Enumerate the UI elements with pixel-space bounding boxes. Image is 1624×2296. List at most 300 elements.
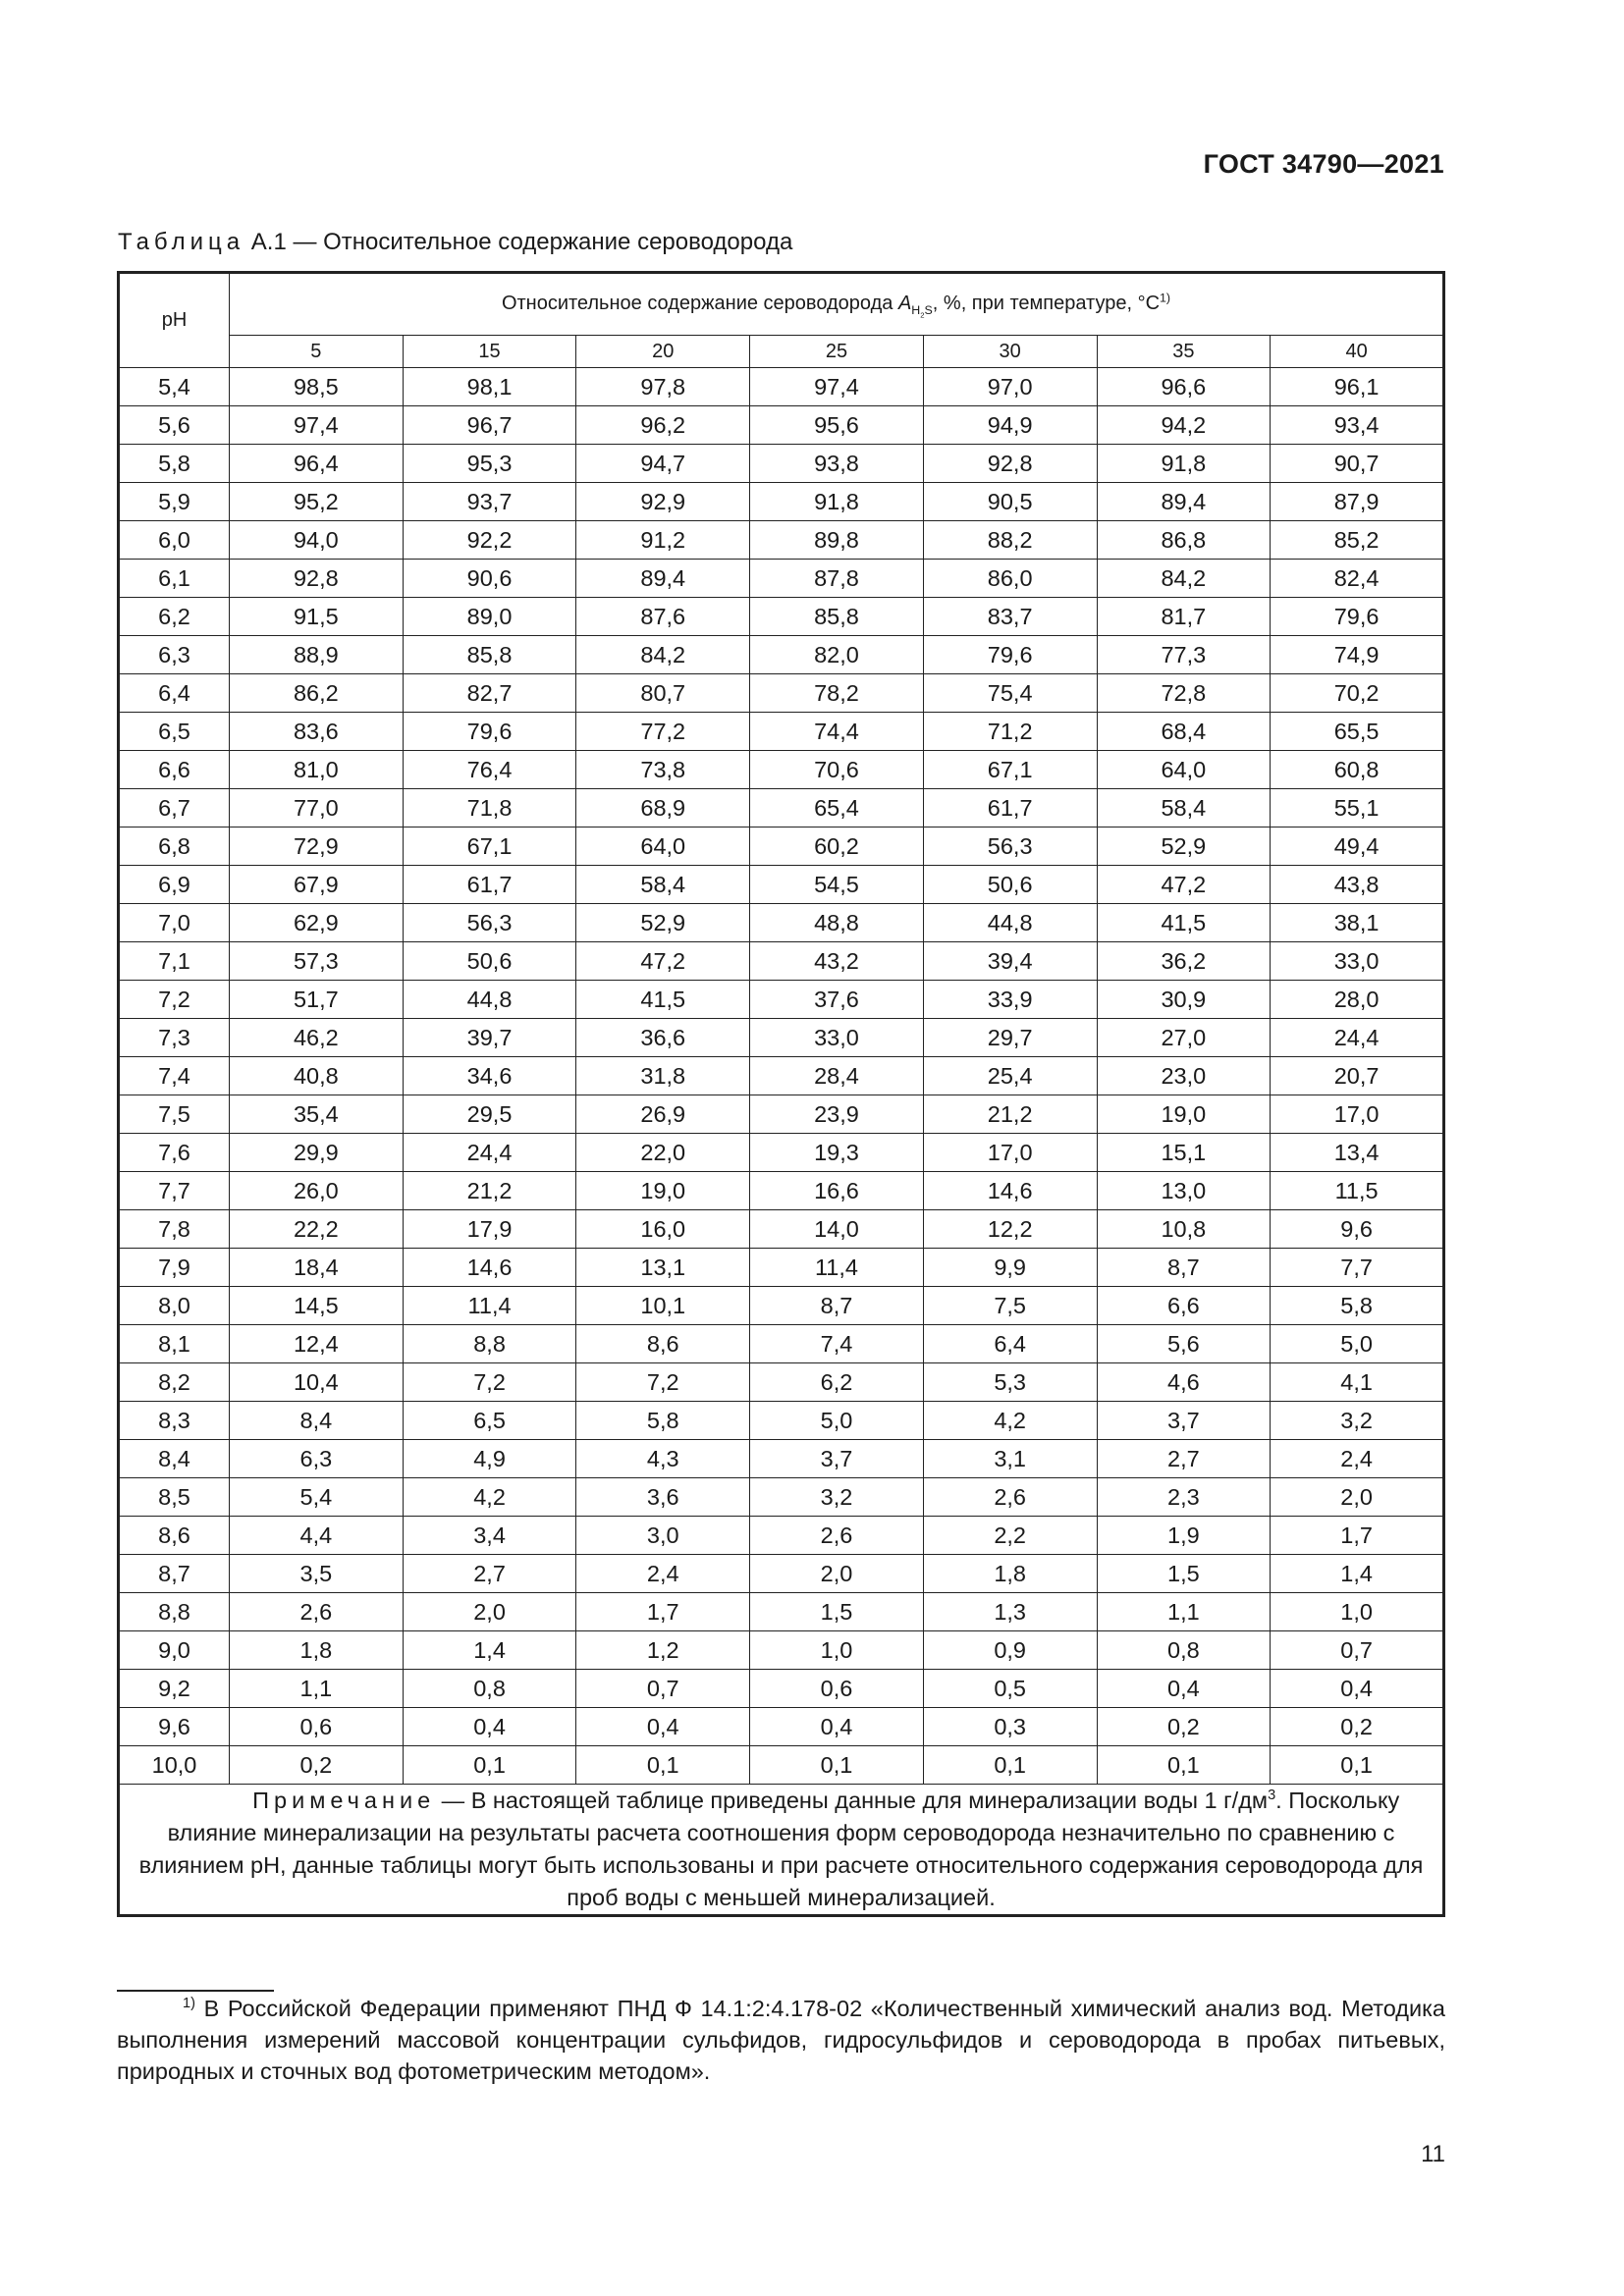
- table-row: [119, 636, 1444, 674]
- value-cell: 67,9: [230, 866, 404, 904]
- value-cell: 72,8: [1097, 674, 1271, 713]
- ph-cell: 6,5: [119, 713, 230, 751]
- value-cell: 5,3: [923, 1363, 1097, 1402]
- value-cell: 0,7: [576, 1670, 750, 1708]
- value-cell: 77,2: [576, 713, 750, 751]
- value-cell: 91,2: [576, 521, 750, 560]
- value-cell: 79,6: [403, 713, 576, 751]
- value-cell: 70,2: [1271, 674, 1444, 713]
- value-cell: 96,7: [403, 406, 576, 445]
- value-cell: 31,8: [576, 1057, 750, 1095]
- value-cell: 91,8: [750, 483, 924, 521]
- value-cell: 83,7: [923, 598, 1097, 636]
- value-cell: 90,7: [1271, 445, 1444, 483]
- value-cell: 8,4: [230, 1402, 404, 1440]
- table-row: [119, 751, 1444, 789]
- value-cell: 96,2: [576, 406, 750, 445]
- value-cell: 65,5: [1271, 713, 1444, 751]
- value-cell: 80,7: [576, 674, 750, 713]
- table-row: [119, 1402, 1444, 1440]
- value-cell: 2,4: [1271, 1440, 1444, 1478]
- value-cell: 93,8: [750, 445, 924, 483]
- temperature-header-cell: 40: [1271, 336, 1444, 368]
- ph-cell: 9,2: [119, 1670, 230, 1708]
- standard-code: ГОСТ 34790—2021: [1203, 149, 1444, 179]
- value-cell: 22,0: [576, 1134, 750, 1172]
- caption-text: А.1 — Относительное содержание сероводорода: [250, 229, 793, 255]
- ph-cell: 5,4: [119, 368, 230, 406]
- value-cell: 43,2: [750, 942, 924, 981]
- value-cell: 95,2: [230, 483, 404, 521]
- value-cell: 2,6: [750, 1517, 924, 1555]
- value-cell: 0,5: [923, 1670, 1097, 1708]
- temperature-header-cell: 15: [403, 336, 576, 368]
- value-cell: 56,3: [923, 828, 1097, 866]
- value-cell: 8,6: [576, 1325, 750, 1363]
- ph-cell: 7,6: [119, 1134, 230, 1172]
- value-cell: 43,8: [1271, 866, 1444, 904]
- table-row: [119, 483, 1444, 521]
- value-cell: 47,2: [1097, 866, 1271, 904]
- value-cell: 4,6: [1097, 1363, 1271, 1402]
- value-cell: 0,4: [750, 1708, 924, 1746]
- value-cell: 14,0: [750, 1210, 924, 1249]
- value-cell: 27,0: [1097, 1019, 1271, 1057]
- value-cell: 82,7: [403, 674, 576, 713]
- value-cell: 17,9: [403, 1210, 576, 1249]
- value-cell: 92,8: [923, 445, 1097, 483]
- footnote: [117, 1993, 1445, 2087]
- table-caption: [118, 229, 792, 256]
- value-cell: 86,0: [923, 560, 1097, 598]
- value-cell: 85,8: [403, 636, 576, 674]
- value-cell: 94,9: [923, 406, 1097, 445]
- value-cell: 74,9: [1271, 636, 1444, 674]
- value-cell: 29,5: [403, 1095, 576, 1134]
- value-cell: 5,0: [750, 1402, 924, 1440]
- value-cell: 82,4: [1271, 560, 1444, 598]
- value-cell: 57,3: [230, 942, 404, 981]
- value-cell: 92,2: [403, 521, 576, 560]
- value-cell: 3,4: [403, 1517, 576, 1555]
- value-cell: 91,8: [1097, 445, 1271, 483]
- value-cell: 12,4: [230, 1325, 404, 1363]
- value-cell: 1,5: [1097, 1555, 1271, 1593]
- ph-cell: 7,3: [119, 1019, 230, 1057]
- value-cell: 67,1: [923, 751, 1097, 789]
- footnote-text: В Российской Федерации применяют ПНД Ф 14.1:2:4.178-02 «Количественный химический анализ вод. Методика выполнения измерений массовой концентрации сульфидов, гидросульфидов и сероводорода в пробах питьевых, природных и сточных вод фотометрическим методом».: [117, 1996, 1445, 2084]
- value-cell: 39,7: [403, 1019, 576, 1057]
- value-cell: 36,2: [1097, 942, 1271, 981]
- ph-cell: 7,0: [119, 904, 230, 942]
- table-row: [119, 598, 1444, 636]
- ph-cell: 7,4: [119, 1057, 230, 1095]
- table-row: [119, 713, 1444, 751]
- value-cell: 87,6: [576, 598, 750, 636]
- footnote-marker: 1): [183, 1996, 195, 2012]
- value-cell: 0,1: [750, 1746, 924, 1785]
- value-cell: 0,4: [1097, 1670, 1271, 1708]
- value-cell: 1,4: [1271, 1555, 1444, 1593]
- ph-cell: 7,8: [119, 1210, 230, 1249]
- value-cell: 9,6: [1271, 1210, 1444, 1249]
- caption-prefix: Таблица: [118, 229, 245, 255]
- value-cell: 95,6: [750, 406, 924, 445]
- value-cell: 1,0: [750, 1631, 924, 1670]
- value-cell: 96,4: [230, 445, 404, 483]
- value-cell: 2,3: [1097, 1478, 1271, 1517]
- ph-cell: 8,5: [119, 1478, 230, 1517]
- value-cell: 4,4: [230, 1517, 404, 1555]
- value-cell: 86,2: [230, 674, 404, 713]
- value-cell: 85,2: [1271, 521, 1444, 560]
- value-cell: 6,3: [230, 1440, 404, 1478]
- value-cell: 72,9: [230, 828, 404, 866]
- ph-column-header: pH: [119, 273, 230, 368]
- value-cell: 2,7: [1097, 1440, 1271, 1478]
- value-cell: 83,6: [230, 713, 404, 751]
- ph-cell: 8,4: [119, 1440, 230, 1478]
- value-cell: 7,7: [1271, 1249, 1444, 1287]
- value-cell: 77,0: [230, 789, 404, 828]
- ph-cell: 9,6: [119, 1708, 230, 1746]
- table-row: [119, 406, 1444, 445]
- value-cell: 56,3: [403, 904, 576, 942]
- value-cell: 58,4: [576, 866, 750, 904]
- value-cell: 44,8: [403, 981, 576, 1019]
- value-cell: 13,4: [1271, 1134, 1444, 1172]
- value-cell: 0,8: [403, 1670, 576, 1708]
- table-row: [119, 1019, 1444, 1057]
- value-cell: 87,9: [1271, 483, 1444, 521]
- table-row: [119, 1363, 1444, 1402]
- value-cell: 44,8: [923, 904, 1097, 942]
- value-cell: 18,4: [230, 1249, 404, 1287]
- table-row: [119, 1249, 1444, 1287]
- value-cell: 19,0: [1097, 1095, 1271, 1134]
- value-cell: 2,2: [923, 1517, 1097, 1555]
- value-cell: 41,5: [1097, 904, 1271, 942]
- value-cell: 89,4: [1097, 483, 1271, 521]
- value-cell: 23,9: [750, 1095, 924, 1134]
- value-cell: 0,9: [923, 1631, 1097, 1670]
- value-cell: 0,2: [1271, 1708, 1444, 1746]
- value-cell: 0,2: [1097, 1708, 1271, 1746]
- value-cell: 7,2: [403, 1363, 576, 1402]
- value-cell: 0,6: [750, 1670, 924, 1708]
- value-cell: 40,8: [230, 1057, 404, 1095]
- value-cell: 29,7: [923, 1019, 1097, 1057]
- value-cell: 93,7: [403, 483, 576, 521]
- value-cell: 50,6: [403, 942, 576, 981]
- value-cell: 93,4: [1271, 406, 1444, 445]
- value-cell: 11,4: [750, 1249, 924, 1287]
- value-cell: 28,0: [1271, 981, 1444, 1019]
- table-row: [119, 560, 1444, 598]
- value-cell: 4,2: [403, 1478, 576, 1517]
- value-cell: 61,7: [403, 866, 576, 904]
- value-cell: 5,6: [1097, 1325, 1271, 1363]
- value-cell: 1,5: [750, 1593, 924, 1631]
- footnote-divider: [117, 1990, 274, 1992]
- value-cell: 7,5: [923, 1287, 1097, 1325]
- ph-cell: 6,3: [119, 636, 230, 674]
- value-cell: 26,0: [230, 1172, 404, 1210]
- ph-cell: 8,0: [119, 1287, 230, 1325]
- value-cell: 79,6: [1271, 598, 1444, 636]
- temperature-header-cell: 20: [576, 336, 750, 368]
- ph-cell: 7,1: [119, 942, 230, 981]
- value-cell: 71,2: [923, 713, 1097, 751]
- temperature-group-header: [230, 273, 1444, 336]
- value-cell: 62,9: [230, 904, 404, 942]
- value-cell: 16,0: [576, 1210, 750, 1249]
- temperature-header-cell: 35: [1097, 336, 1271, 368]
- value-cell: 91,5: [230, 598, 404, 636]
- value-cell: 21,2: [923, 1095, 1097, 1134]
- value-cell: 50,6: [923, 866, 1097, 904]
- value-cell: 23,0: [1097, 1057, 1271, 1095]
- value-cell: 1,4: [403, 1631, 576, 1670]
- value-cell: 1,1: [1097, 1593, 1271, 1631]
- value-cell: 9,9: [923, 1249, 1097, 1287]
- ph-cell: 8,2: [119, 1363, 230, 1402]
- value-cell: 2,0: [1271, 1478, 1444, 1517]
- page-number: 11: [1421, 2141, 1445, 2167]
- value-cell: 16,6: [750, 1172, 924, 1210]
- table-row: [119, 445, 1444, 483]
- value-cell: 1,8: [923, 1555, 1097, 1593]
- value-cell: 60,2: [750, 828, 924, 866]
- value-cell: 0,8: [1097, 1631, 1271, 1670]
- value-cell: 35,4: [230, 1095, 404, 1134]
- value-cell: 94,0: [230, 521, 404, 560]
- value-cell: 49,4: [1271, 828, 1444, 866]
- value-cell: 0,3: [923, 1708, 1097, 1746]
- value-cell: 67,1: [403, 828, 576, 866]
- note-text-tail: . Поскольку влияние минерализации на результаты расчета соотношения форм сероводорода незначительно по сравнению с влиянием pH, данные таблицы могут быть использованы и при расчете относительного содержания сероводорода для проб воды с меньшей минерализацией.: [138, 1788, 1424, 1910]
- value-cell: 71,8: [403, 789, 576, 828]
- value-cell: 1,2: [576, 1631, 750, 1670]
- value-cell: 3,1: [923, 1440, 1097, 1478]
- value-cell: 2,7: [403, 1555, 576, 1593]
- ph-cell: 10,0: [119, 1746, 230, 1785]
- temperature-header-row: [119, 336, 1444, 368]
- table-row: [119, 1670, 1444, 1708]
- value-cell: 3,2: [750, 1478, 924, 1517]
- value-cell: 10,8: [1097, 1210, 1271, 1249]
- table-note: [119, 1785, 1444, 1916]
- value-cell: 1,0: [1271, 1593, 1444, 1631]
- table-row: [119, 1631, 1444, 1670]
- value-cell: 10,4: [230, 1363, 404, 1402]
- ph-cell: 6,9: [119, 866, 230, 904]
- value-cell: 4,1: [1271, 1363, 1444, 1402]
- value-cell: 13,0: [1097, 1172, 1271, 1210]
- table-row: [119, 981, 1444, 1019]
- table-row: [119, 1325, 1444, 1363]
- value-cell: 15,1: [1097, 1134, 1271, 1172]
- table-row: [119, 674, 1444, 713]
- group-header-symbol: A: [897, 293, 912, 315]
- value-cell: 14,6: [403, 1249, 576, 1287]
- value-cell: 0,1: [923, 1746, 1097, 1785]
- value-cell: 74,4: [750, 713, 924, 751]
- value-cell: 5,4: [230, 1478, 404, 1517]
- table-row: [119, 1593, 1444, 1631]
- value-cell: 81,0: [230, 751, 404, 789]
- value-cell: 0,6: [230, 1708, 404, 1746]
- value-cell: 1,7: [576, 1593, 750, 1631]
- table-row: [119, 866, 1444, 904]
- ph-cell: 5,8: [119, 445, 230, 483]
- value-cell: 88,2: [923, 521, 1097, 560]
- value-cell: 97,4: [750, 368, 924, 406]
- table-row: [119, 1210, 1444, 1249]
- value-cell: 55,1: [1271, 789, 1444, 828]
- ph-cell: 8,1: [119, 1325, 230, 1363]
- value-cell: 0,1: [403, 1746, 576, 1785]
- value-cell: 26,9: [576, 1095, 750, 1134]
- table-row: [119, 1134, 1444, 1172]
- value-cell: 33,9: [923, 981, 1097, 1019]
- ph-cell: 7,7: [119, 1172, 230, 1210]
- value-cell: 51,7: [230, 981, 404, 1019]
- table-row: [119, 521, 1444, 560]
- table-row: [119, 1478, 1444, 1517]
- value-cell: 6,2: [750, 1363, 924, 1402]
- value-cell: 70,6: [750, 751, 924, 789]
- value-cell: 37,6: [750, 981, 924, 1019]
- value-cell: 0,1: [1271, 1746, 1444, 1785]
- value-cell: 4,2: [923, 1402, 1097, 1440]
- value-cell: 60,8: [1271, 751, 1444, 789]
- value-cell: 48,8: [750, 904, 924, 942]
- value-cell: 89,0: [403, 598, 576, 636]
- value-cell: 95,3: [403, 445, 576, 483]
- table-row: [119, 1555, 1444, 1593]
- group-header-sub: H2S: [911, 303, 933, 320]
- value-cell: 2,6: [230, 1593, 404, 1631]
- value-cell: 0,4: [403, 1708, 576, 1746]
- value-cell: 34,6: [403, 1057, 576, 1095]
- value-cell: 21,2: [403, 1172, 576, 1210]
- value-cell: 58,4: [1097, 789, 1271, 828]
- value-cell: 13,1: [576, 1249, 750, 1287]
- note-label: Примечание: [252, 1788, 436, 1813]
- ph-cell: 8,3: [119, 1402, 230, 1440]
- table-row: [119, 1287, 1444, 1325]
- value-cell: 12,2: [923, 1210, 1097, 1249]
- table-row: [119, 828, 1444, 866]
- ph-cell: 7,5: [119, 1095, 230, 1134]
- value-cell: 3,7: [1097, 1402, 1271, 1440]
- value-cell: 87,8: [750, 560, 924, 598]
- value-cell: 94,7: [576, 445, 750, 483]
- value-cell: 52,9: [576, 904, 750, 942]
- value-cell: 4,9: [403, 1440, 576, 1478]
- value-cell: 11,5: [1271, 1172, 1444, 1210]
- value-cell: 3,6: [576, 1478, 750, 1517]
- value-cell: 52,9: [1097, 828, 1271, 866]
- value-cell: 90,5: [923, 483, 1097, 521]
- ph-cell: 7,2: [119, 981, 230, 1019]
- ph-cell: 6,1: [119, 560, 230, 598]
- value-cell: 28,4: [750, 1057, 924, 1095]
- value-cell: 2,0: [403, 1593, 576, 1631]
- value-cell: 14,6: [923, 1172, 1097, 1210]
- table-row: [119, 368, 1444, 406]
- table-row: [119, 1517, 1444, 1555]
- value-cell: 5,0: [1271, 1325, 1444, 1363]
- value-cell: 81,7: [1097, 598, 1271, 636]
- ph-cell: 8,8: [119, 1593, 230, 1631]
- value-cell: 54,5: [750, 866, 924, 904]
- value-cell: 6,4: [923, 1325, 1097, 1363]
- value-cell: 33,0: [750, 1019, 924, 1057]
- value-cell: 3,2: [1271, 1402, 1444, 1440]
- value-cell: 2,6: [923, 1478, 1097, 1517]
- group-header-text: Относительное содержание сероводорода: [501, 293, 898, 315]
- ph-cell: 6,6: [119, 751, 230, 789]
- value-cell: 1,1: [230, 1670, 404, 1708]
- value-cell: 90,6: [403, 560, 576, 598]
- value-cell: 38,1: [1271, 904, 1444, 942]
- value-cell: 89,8: [750, 521, 924, 560]
- value-cell: 0,4: [1271, 1670, 1444, 1708]
- value-cell: 79,6: [923, 636, 1097, 674]
- value-cell: 73,8: [576, 751, 750, 789]
- hydrogen-sulfide-table: [117, 271, 1445, 1917]
- value-cell: 97,4: [230, 406, 404, 445]
- value-cell: 14,5: [230, 1287, 404, 1325]
- table-row: [119, 1172, 1444, 1210]
- value-cell: 88,9: [230, 636, 404, 674]
- value-cell: 89,4: [576, 560, 750, 598]
- value-cell: 24,4: [1271, 1019, 1444, 1057]
- value-cell: 22,2: [230, 1210, 404, 1249]
- value-cell: 61,7: [923, 789, 1097, 828]
- value-cell: 5,8: [576, 1402, 750, 1440]
- ph-cell: 8,6: [119, 1517, 230, 1555]
- value-cell: 11,4: [403, 1287, 576, 1325]
- value-cell: 96,1: [1271, 368, 1444, 406]
- value-cell: 1,7: [1271, 1517, 1444, 1555]
- value-cell: 85,8: [750, 598, 924, 636]
- value-cell: 5,8: [1271, 1287, 1444, 1325]
- note-text: — В настоящей таблице приведены данные для минерализации воды 1 г/дм: [435, 1788, 1269, 1813]
- value-cell: 1,3: [923, 1593, 1097, 1631]
- ph-cell: 7,9: [119, 1249, 230, 1287]
- value-cell: 98,5: [230, 368, 404, 406]
- value-cell: 0,4: [576, 1708, 750, 1746]
- value-cell: 8,7: [750, 1287, 924, 1325]
- value-cell: 75,4: [923, 674, 1097, 713]
- value-cell: 7,2: [576, 1363, 750, 1402]
- value-cell: 0,1: [1097, 1746, 1271, 1785]
- ph-cell: 9,0: [119, 1631, 230, 1670]
- value-cell: 77,3: [1097, 636, 1271, 674]
- value-cell: 0,2: [230, 1746, 404, 1785]
- temperature-header-cell: 30: [923, 336, 1097, 368]
- value-cell: 8,7: [1097, 1249, 1271, 1287]
- value-cell: 97,0: [923, 368, 1097, 406]
- value-cell: 65,4: [750, 789, 924, 828]
- ph-cell: 5,6: [119, 406, 230, 445]
- value-cell: 92,9: [576, 483, 750, 521]
- value-cell: 24,4: [403, 1134, 576, 1172]
- ph-cell: 6,2: [119, 598, 230, 636]
